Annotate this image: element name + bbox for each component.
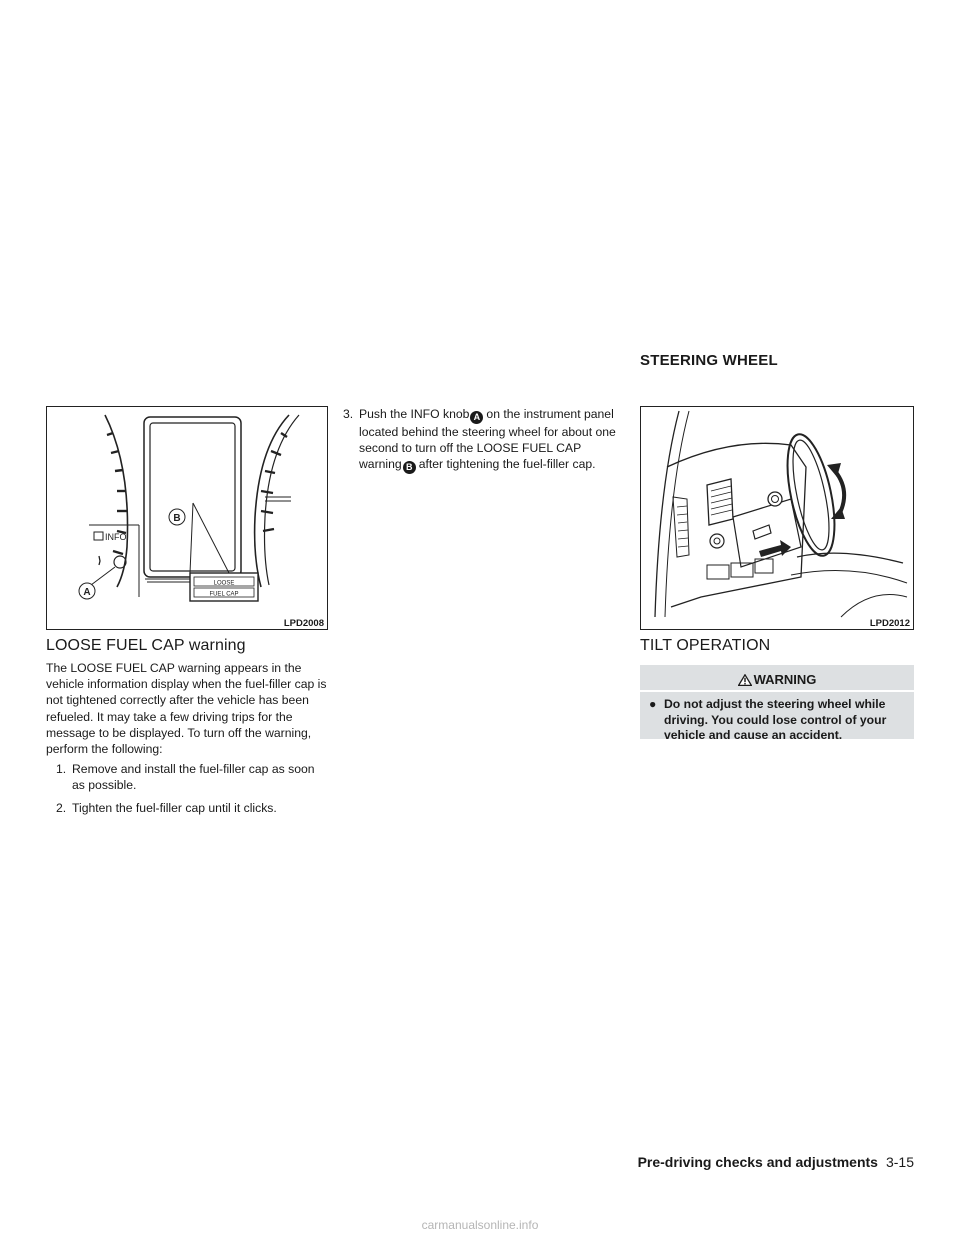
footer-title: Pre-driving checks and adjustments bbox=[637, 1154, 878, 1170]
list-item bbox=[343, 406, 617, 474]
label-a: A bbox=[83, 587, 91, 598]
info-panel-text: INFO bbox=[105, 532, 127, 542]
marker-a-icon: A bbox=[470, 411, 483, 424]
step-number: 3. bbox=[343, 407, 354, 421]
display-fuel-cap-text: FUEL CAP bbox=[209, 591, 239, 598]
instrument-cluster-figure bbox=[46, 406, 328, 630]
step-number: 2. bbox=[56, 800, 67, 815]
loose-fuel-cap-paragraph: The LOOSE FUEL CAP warning appears in the vehicle information display when the fuel-filler cap is not tightened correctly after the vehicle has been refueled. It may take a few driving trips for the message to be displayed. To turn off the warning, perform the following: bbox=[46, 661, 327, 757]
instrument-cluster-illustration bbox=[47, 407, 327, 629]
warning-title bbox=[640, 665, 914, 690]
steering-wheel-figure bbox=[640, 406, 914, 630]
loose-fuel-cap-body bbox=[46, 660, 328, 822]
bullet-icon: ● bbox=[649, 697, 657, 711]
steering-wheel-illustration bbox=[641, 407, 913, 629]
warning-box bbox=[640, 665, 914, 742]
info-knob bbox=[114, 556, 126, 568]
step-text-part2: on the instrument panel located behind the steering wheel for about one second to turn off the LOOSE FUEL CAP warning bbox=[359, 407, 616, 472]
section-title: STEERING WHEEL bbox=[640, 352, 778, 369]
tilt-operation-heading: TILT OPERATION bbox=[640, 637, 771, 654]
page-footer bbox=[638, 1154, 914, 1170]
list-item bbox=[46, 800, 328, 816]
marker-b-icon: B bbox=[403, 461, 416, 474]
step-text-part3: after tightening the fuel-filler cap. bbox=[418, 457, 596, 472]
warning-text bbox=[640, 692, 914, 744]
list-item bbox=[46, 761, 328, 793]
display-loose-text: LOOSE bbox=[213, 580, 235, 587]
label-b: B bbox=[173, 513, 181, 524]
steps-list bbox=[46, 761, 328, 816]
watermark: carmanualsonline.info bbox=[421, 1218, 539, 1232]
warning-message: Do not adjust the steering wheel while driving. You could lose control of your vehicle and cause an accident. bbox=[664, 697, 887, 742]
page-number: 3-15 bbox=[885, 1154, 914, 1170]
step-number: 1. bbox=[56, 762, 67, 777]
step-text: Remove and install the fuel-filler cap as soon as possible. bbox=[72, 762, 315, 793]
warning-title-text: WARNING bbox=[753, 672, 817, 688]
step-text-part1: Push the INFO knob bbox=[359, 407, 470, 421]
figure-id: LPD2008 bbox=[283, 618, 324, 629]
warning-triangle-icon bbox=[738, 674, 752, 686]
loose-fuel-cap-heading: LOOSE FUEL CAP warning bbox=[46, 637, 246, 654]
step-text: Tighten the fuel-filler cap until it clicks. bbox=[72, 800, 277, 815]
step-3 bbox=[343, 406, 617, 480]
figure-id: LPD2012 bbox=[869, 618, 910, 629]
